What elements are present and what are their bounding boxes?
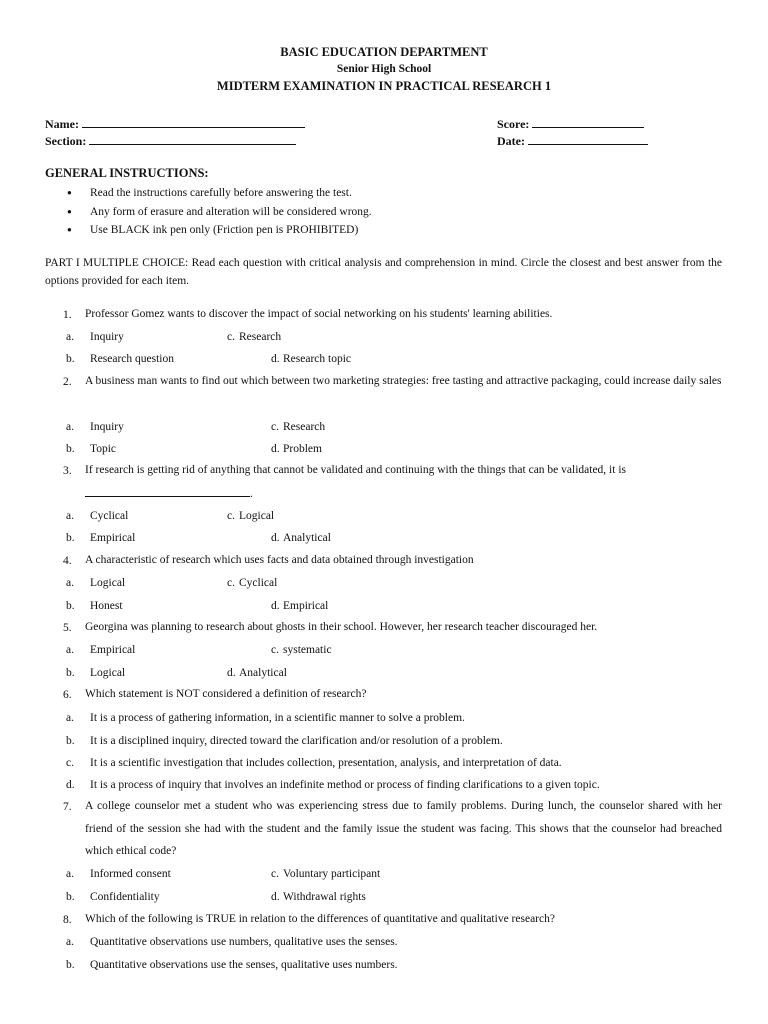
option-text: Cyclical: [90, 510, 129, 522]
option-letter: c.: [271, 868, 279, 880]
option-text: Research topic: [283, 353, 352, 365]
option-letter: c.: [227, 331, 235, 343]
section-field: [45, 133, 296, 149]
date-label: Date:: [497, 134, 525, 148]
option-letter: c.: [227, 577, 235, 589]
exam-title: MIDTERM EXAMINATION IN PRACTICAL RESEARCH 1: [216, 79, 552, 93]
option-text: Withdrawal rights: [283, 891, 366, 903]
option-letter: d.: [271, 600, 280, 612]
option-text: Voluntary participant: [283, 868, 381, 880]
option-text: Logical: [239, 510, 275, 522]
department-title: BASIC EDUCATION DEPARTMENT: [280, 45, 488, 59]
option-text: Topic: [90, 443, 117, 455]
option-letter: b.: [66, 600, 75, 612]
question-number: 8.: [63, 914, 72, 926]
instruction-item: ● Any form of erasure and alteration will be considered wrong.: [67, 203, 372, 222]
option-letter: d.: [271, 891, 280, 903]
option-letter: b.: [66, 959, 75, 971]
option-text: Problem: [283, 443, 322, 455]
question-text: Which of the following is TRUE in relation to the differences of quantitative and qualitative research?: [85, 913, 555, 925]
option-letter: d.: [227, 667, 236, 679]
option-letter: b.: [66, 891, 75, 903]
question-number: 7.: [63, 801, 72, 813]
option-letter: c.: [271, 421, 279, 433]
option-text: Quantitative observations use numbers, qualitative uses the senses.: [90, 936, 398, 948]
instructions-title: GENERAL INSTRUCTIONS:: [45, 166, 209, 180]
question-number: 1.: [63, 309, 72, 321]
answer-blank: [85, 485, 250, 497]
option-text: It is a process of gathering information, in a scientific manner to solve a problem.: [90, 712, 465, 724]
option-text: Empirical: [90, 532, 136, 544]
option-letter: c.: [66, 757, 74, 769]
option-letter: d.: [271, 353, 280, 365]
part1-instructions: PART I MULTIPLE CHOICE: Read each question with critical analysis and comprehension in mind. Circle the closest and best answer from the options provided for each item.: [45, 257, 722, 287]
option-letter: d.: [271, 443, 280, 455]
option-text: Confidentiality: [90, 891, 160, 903]
option-letter: a.: [66, 644, 74, 656]
question-text: A characteristic of research which uses facts and data obtained through investigation: [85, 554, 474, 566]
date-field: [497, 133, 648, 149]
name-field: [45, 116, 305, 132]
option-letter: b.: [66, 353, 75, 365]
option-text: Inquiry: [90, 421, 124, 433]
option-text: Analytical: [283, 532, 331, 544]
option-letter: b.: [66, 735, 75, 747]
score-label: Score:: [497, 117, 530, 131]
question-text: If research is getting rid of anything that cannot be validated and continuing with the things that can be validated, it is: [85, 464, 626, 476]
option-text: Analytical: [239, 667, 287, 679]
question-text: Professor Gomez wants to discover the impact of social networking on his students' learning abilities.: [85, 308, 553, 320]
question-text: Georgina was planning to research about ghosts in their school. However, her research teacher discouraged her.: [85, 621, 598, 633]
document-header: [0, 44, 768, 95]
option-letter: d.: [271, 532, 280, 544]
option-letter: b.: [66, 667, 75, 679]
option-text: Inquiry: [90, 331, 124, 343]
option-letter: a.: [66, 712, 74, 724]
option-letter: b.: [66, 532, 75, 544]
option-text: Research: [239, 331, 282, 343]
option-text: Research question: [90, 353, 174, 365]
instruction-item: ● Read the instructions carefully before answering the test.: [67, 184, 372, 203]
name-blank: [82, 116, 305, 128]
question-number: 3.: [63, 465, 72, 477]
question-text: Which statement is NOT considered a definition of research?: [85, 688, 367, 700]
section-label: Section:: [45, 134, 87, 148]
instructions-list: [67, 184, 372, 240]
option-letter: c.: [271, 644, 279, 656]
blank-period: .: [250, 488, 253, 500]
option-text: Empirical: [90, 644, 136, 656]
option-letter: b.: [66, 443, 75, 455]
option-text: Logical: [90, 667, 126, 679]
name-label: Name:: [45, 117, 79, 131]
option-text: Logical: [90, 577, 126, 589]
school-level: Senior High School: [336, 63, 432, 75]
option-text: It is a scientific investigation that includes collection, presentation, analysis, and interpretation of data.: [90, 757, 562, 769]
option-text: Empirical: [283, 600, 329, 612]
option-text: systematic: [283, 644, 332, 656]
option-text: Research: [283, 421, 326, 433]
option-text: It is a disciplined inquiry, directed toward the clarification and/or resolution of a problem.: [90, 735, 503, 747]
section-blank: [89, 133, 296, 145]
question-number: 6.: [63, 689, 72, 701]
option-letter: a.: [66, 868, 74, 880]
option-letter: a.: [66, 510, 74, 522]
option-text: Quantitative observations use the senses, qualitative uses numbers.: [90, 959, 398, 971]
instruction-item: ● Use BLACK ink pen only (Friction pen is PROHIBITED): [67, 221, 372, 240]
question-number: 2.: [63, 376, 72, 388]
question-number: 5.: [63, 622, 72, 634]
option-letter: d.: [66, 779, 75, 791]
option-letter: a.: [66, 936, 74, 948]
question-number: 4.: [63, 555, 72, 567]
option-text: Honest: [90, 600, 123, 612]
date-blank: [528, 133, 648, 145]
answer-blank-line: [85, 485, 253, 502]
option-text: It is a process of inquiry that involves an indefinite method or process of finding clarifications to a given topic.: [90, 779, 600, 791]
score-field: [497, 116, 644, 132]
option-letter: a.: [66, 331, 74, 343]
option-text: Informed consent: [90, 868, 171, 880]
option-letter: c.: [227, 510, 235, 522]
option-letter: a.: [66, 421, 74, 433]
question-text: A business man wants to find out which between two marketing strategies: free tasting and attractive packaging, could increase daily sales: [85, 375, 722, 387]
option-letter: a.: [66, 577, 74, 589]
question-text: A college counselor met a student who was experiencing stress due to family problems. During lunch, the counselor shared with her friend of the session she had with the student and the family issue the student was facing. This shows that the counselor had breached which ethical code?: [85, 800, 722, 857]
score-blank: [532, 116, 644, 128]
option-text: Cyclical: [239, 577, 278, 589]
